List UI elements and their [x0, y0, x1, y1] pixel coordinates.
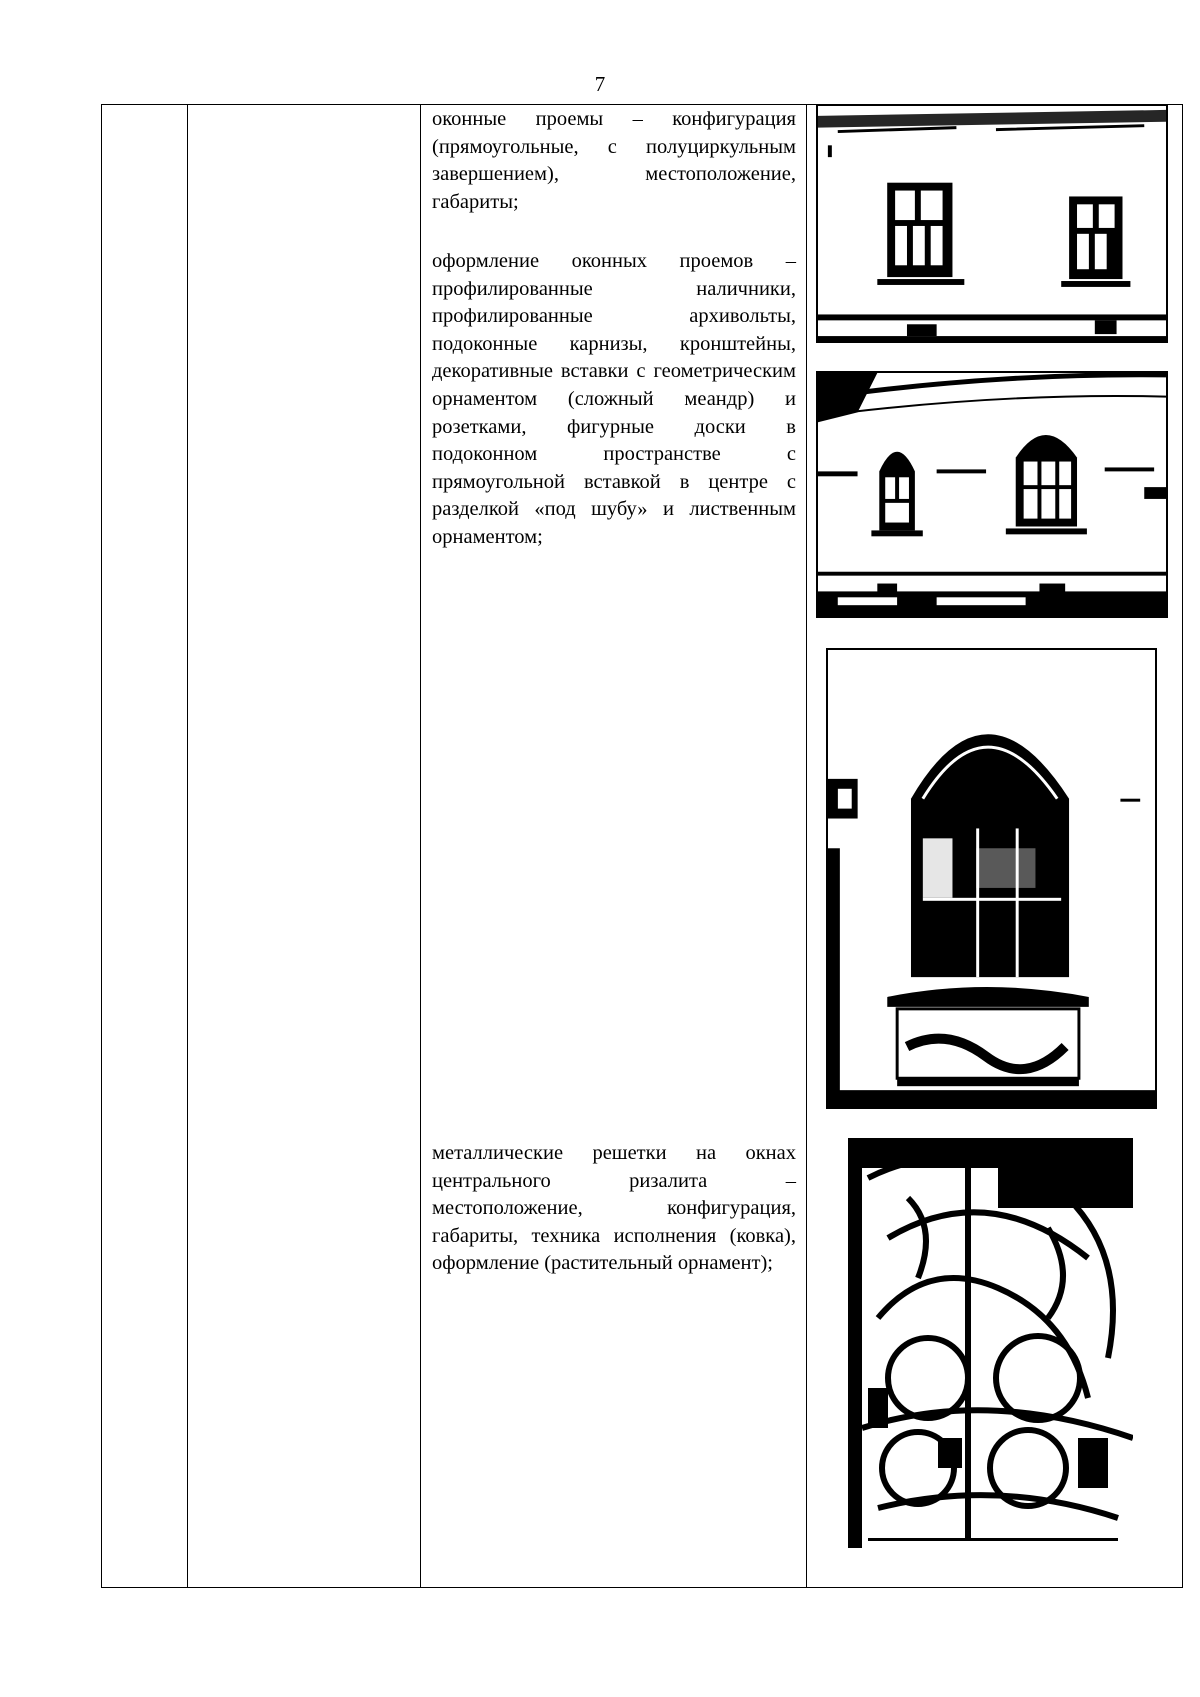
text-window-decoration: оформление оконных проемов – профилированные наличники, профилированные архивольты, подоконные карнизы, кронштейны, декоративные вставки с геометрическим орнаментом (сложный меандр) и розетками, фигурные доски в подоконном пространстве с прямоугольной вставкой в центре с разделкой «под шубу» и лиственным орнаментом;: [432, 250, 796, 548]
facade-rectangular-windows-photo: [816, 104, 1168, 343]
column-divider-2: [420, 105, 421, 1587]
facade-arched-windows-photo: [816, 371, 1168, 618]
arched-window-closeup-photo: [826, 648, 1157, 1109]
text-metal-grilles: металлические решетки на окнах центрального ризалита – местоположение, конфигурация, габариты, техника исполнения (ковка), оформление (растительный орнамент);: [432, 1142, 796, 1275]
wrought-iron-grille-photo: [848, 1138, 1133, 1548]
page-number: 7: [594, 72, 606, 96]
column-divider-3: [806, 105, 807, 1587]
text-window-openings: оконные проемы – конфигурация (прямоугольные, с полуциркульным завершением), местоположение, габариты;: [432, 108, 796, 213]
column-divider-1: [187, 105, 188, 1587]
